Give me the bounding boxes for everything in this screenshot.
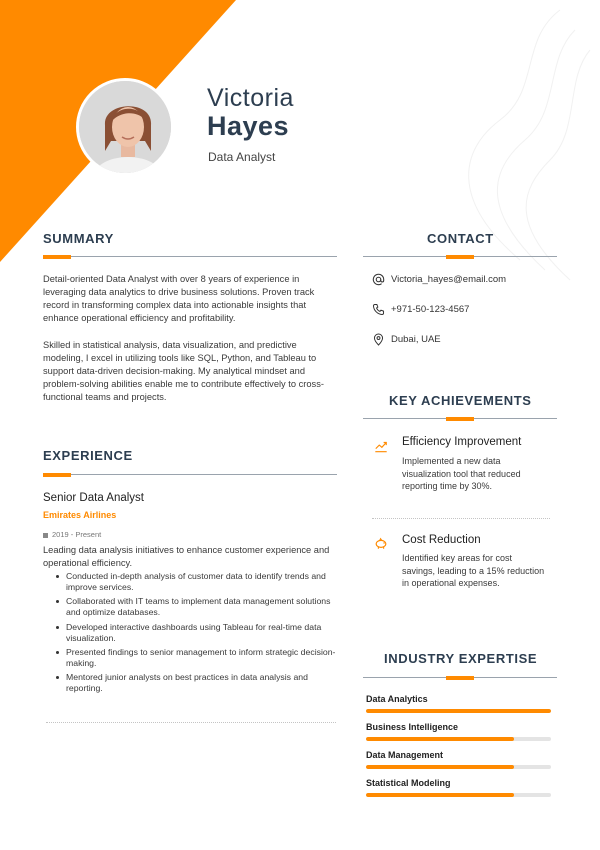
piggy-bank-icon [374,536,388,550]
job-role: Senior Data Analyst [43,492,145,504]
expertise-divider [363,677,557,678]
job-bullet-list [56,571,341,697]
contact-location [372,333,441,346]
skill-name-data-management: Data Management [366,750,444,760]
contact-email-text: Victoria_hayes@email.com [391,274,507,285]
skill-bar-statistical-modeling [366,793,551,797]
achievements-heading: KEY ACHIEVEMENTS [389,393,532,408]
job-dates [43,530,101,539]
contact-email[interactable] [372,273,506,286]
achievement-desc-cost: Identified key areas for cost savings, leading to a 15% reduction in operational expenses. [402,553,545,588]
summary-paragraph-1: Detail-oriented Data Analyst with over 8 years of experience in leveraging data analytics to drive business solutions. Proven track record in transforming complex data into actionable insights that enhance operational efficiency and profitability. [43,274,315,323]
summary-paragraph-2: Skilled in statistical analysis, data visualization, and predictive modeling, I excel in utilizing tools like SQL, Python, and Tableau to support data-driven decision-making. My analytical mindset and problem-solving abilities enable me to contribute effectively to cross-functional teams and projects. [43,340,324,402]
last-name: Hayes [207,111,290,141]
at-icon [372,273,385,286]
summary-divider [43,256,337,257]
achievement-desc-efficiency: Implemented a new data visualization tool that reduced reporting time by 30%. [402,456,521,491]
trend-chart-icon [374,439,388,453]
contact-divider [363,256,557,257]
job-company: Emirates Airlines [43,510,117,520]
skill-fill [366,737,514,741]
job-title: Data Analyst [208,150,276,164]
achievements-divider [363,418,557,419]
skill-bar-data-management [366,765,551,769]
contact-heading: CONTACT [427,231,494,246]
first-name: Victoria [207,84,294,112]
achievement-title-efficiency: Efficiency Improvement [402,436,522,448]
list-item: Conducted in-depth analysis of customer data to identify trends and improve services. [56,571,341,593]
list-item: Presented findings to senior management to inform strategic decision-making. [56,647,341,669]
achievement-title-cost: Cost Reduction [402,534,481,546]
skill-name-data-analytics: Data Analytics [366,694,428,704]
location-pin-icon [372,333,385,346]
job-dates-text: 2019 - Present [52,530,102,539]
list-item: Mentored junior analysts on best practices in data analysis and reporting. [56,672,341,694]
skill-fill [366,793,514,797]
contact-phone-text: +971-50-123-4567 [391,304,470,315]
experience-heading: EXPERIENCE [43,448,133,463]
skill-name-business-intelligence: Business Intelligence [366,722,459,732]
experience-end-divider [46,722,336,723]
contact-location-text: Dubai, UAE [391,334,441,345]
achievement-divider [372,518,550,519]
experience-divider [43,474,337,475]
contact-phone[interactable] [372,303,469,316]
profile-photo [76,78,174,176]
list-item: Developed interactive dashboards using Tableau for real-time data visualization. [56,622,341,644]
skill-bar-business-intelligence [366,737,551,741]
phone-icon [372,303,385,316]
skill-name-statistical-modeling: Statistical Modeling [366,778,451,788]
skill-bar-data-analytics [366,709,551,713]
skill-fill [366,709,551,713]
date-marker-icon [43,533,48,538]
expertise-heading: INDUSTRY EXPERTISE [384,651,538,666]
summary-heading: SUMMARY [43,231,114,246]
list-item: Collaborated with IT teams to implement data management solutions and optimize databases. [56,596,341,618]
job-description: Leading data analysis initiatives to enhance customer experience and operational efficiency. [43,545,330,568]
skill-fill [366,765,514,769]
